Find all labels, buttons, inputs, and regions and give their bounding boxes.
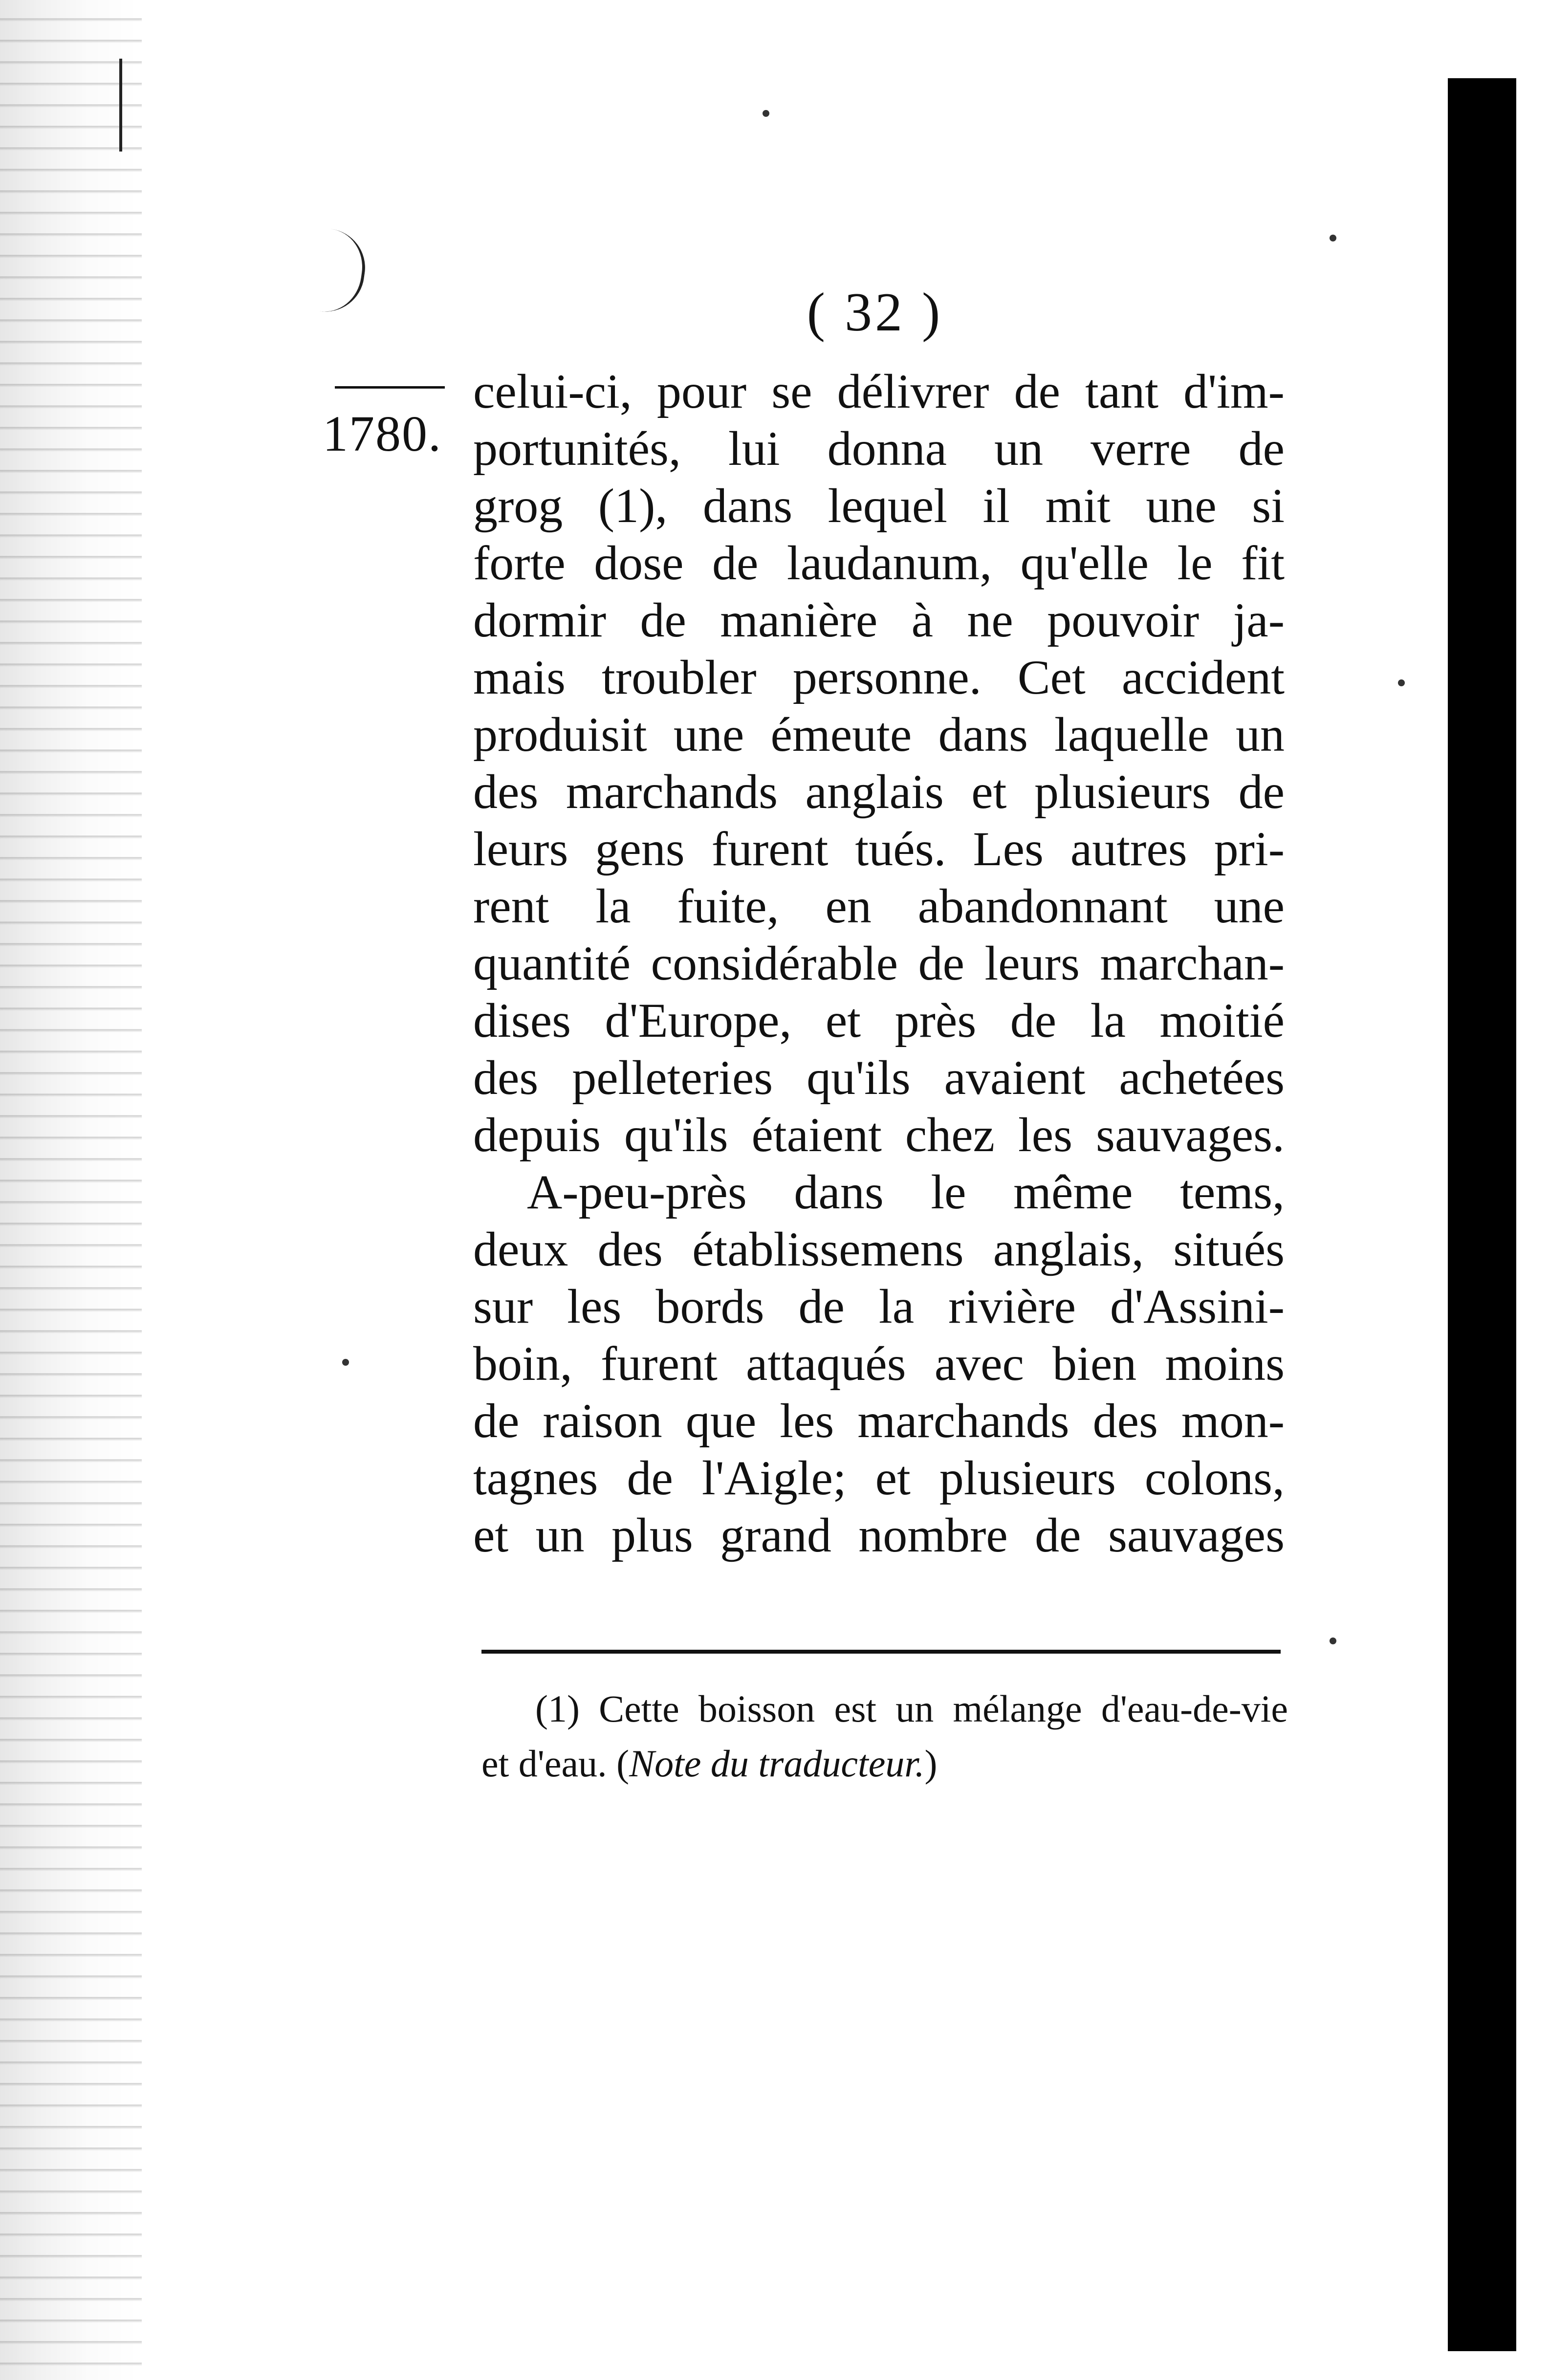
ink-speck <box>342 1359 349 1366</box>
text-line: rent la fuite, en abandonnant une <box>473 879 1285 933</box>
footnote-line <box>481 1736 1288 1791</box>
margin-rule <box>335 386 445 389</box>
text-line: dormir de manière à ne pouvoir ja- <box>473 593 1285 647</box>
footnote-text: ) <box>924 1742 938 1785</box>
margin-year: 1780. <box>323 406 442 462</box>
text-line: mais troubler personne. Cet accident <box>473 650 1285 704</box>
footnote-rule <box>481 1650 1281 1654</box>
text-line: dises d'Europe, et près de la moitié <box>473 993 1285 1048</box>
text-line: deux des établissemens anglais, situés <box>473 1222 1285 1276</box>
text-line: grog (1), dans lequel il mit une si <box>473 479 1285 533</box>
text-line: tagnes de l'Aigle; et plusieurs colons, <box>473 1451 1285 1505</box>
ink-speck <box>1330 1638 1336 1644</box>
body-text <box>473 363 1285 1564</box>
text-line: depuis qu'ils étaient chez les sauvages. <box>473 1108 1285 1162</box>
ink-speck <box>1330 235 1336 241</box>
text-line: sur les bords de la rivière d'Assini- <box>473 1279 1285 1333</box>
text-line: produisit une émeute dans laquelle un <box>473 707 1285 762</box>
scan-edge-mark <box>119 59 122 152</box>
footnote-attribution: Note du traducteur. <box>629 1742 925 1785</box>
text-line: de raison que les marchands des mon- <box>473 1394 1285 1448</box>
text-line: des pelleteries qu'ils avaient achetées <box>473 1050 1285 1105</box>
text-line: quantité considérable de leurs marchan- <box>473 936 1285 990</box>
text-line: boin, furent attaqués avec bien moins <box>473 1336 1285 1391</box>
text-line: forte dose de laudanum, qu'elle le fit <box>473 536 1285 590</box>
text-line: A-peu-près dans le même tems, <box>527 1165 1285 1219</box>
page-number: ( 32 ) <box>807 282 943 343</box>
scan-right-border <box>1448 78 1516 2351</box>
footnote <box>481 1681 1288 1791</box>
text-line: des marchands anglais et plusieurs de <box>473 764 1285 819</box>
footnote-text: et d'eau. ( <box>481 1742 630 1785</box>
ink-speck <box>1398 679 1405 686</box>
text-line: et un plus grand nombre de sauvages <box>473 1508 1285 1562</box>
text-line: portunités, lui donna un verre de <box>473 421 1285 476</box>
footnote-line: (1) Cette boisson est un mélange d'eau-de-vie <box>535 1687 1288 1730</box>
text-line: leurs gens furent tués. Les autres pri- <box>473 822 1285 876</box>
ink-speck <box>763 110 769 117</box>
pencil-mark <box>298 226 370 317</box>
text-line: celui-ci, pour se délivrer de tant d'im- <box>473 364 1285 418</box>
scan-gutter-shadow <box>0 0 142 2380</box>
